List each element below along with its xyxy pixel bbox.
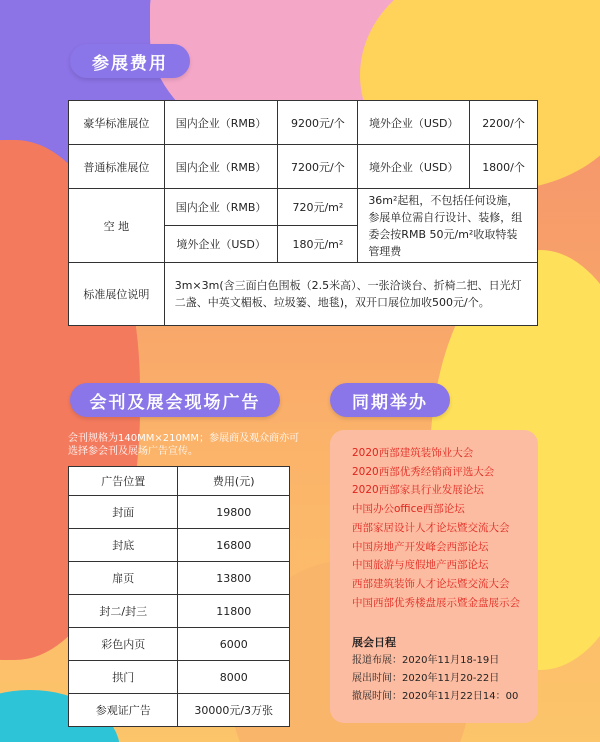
ad-price: 6000 — [178, 628, 290, 661]
list-item: 中国办公office西部论坛 — [352, 503, 465, 516]
price: 7200元/个 — [278, 145, 358, 189]
ad-price: 8000 — [178, 661, 290, 694]
column-header: 广告位置 — [69, 467, 178, 496]
table-row — [69, 145, 538, 189]
table-row — [69, 628, 290, 661]
list-item: 2020西部建筑装饰业大会 — [352, 447, 474, 459]
ad-price: 11800 — [178, 595, 290, 628]
standard-desc: 3m×3m(含三面白色围板（2.5米高）、一张洽谈台、折椅二把、日光灯二盏、中英文楣板、垃圾篓、地毯)，双开口展位加收500元/个。 — [164, 263, 537, 326]
open-space-note: 36m²起租，不包括任何设施，参展单位需自行设计、装修，组委会按RMB 50元/m²收取特装管理费 — [358, 189, 538, 263]
ad-position: 拱门 — [69, 661, 178, 694]
column-header: 费用(元) — [178, 467, 290, 496]
ad-position: 封底 — [69, 529, 178, 562]
list-item: 西部家居设计人才论坛暨交流大会 — [352, 521, 510, 534]
table-row — [69, 562, 290, 595]
standard-desc-label: 标准展位说明 — [69, 263, 165, 326]
schedule-item: 展出时间：2020年11月20-22日 — [352, 673, 500, 685]
currency-label: 国内企业（RMB） — [164, 145, 278, 189]
list-item: 中国旅游与度假地产西部论坛 — [352, 559, 489, 572]
list-item: 2020西部家具行业发展论坛 — [352, 484, 484, 497]
section-title-ads: 会刊及展会现场广告 — [70, 383, 280, 417]
ad-table — [68, 466, 290, 727]
list-item: 中国西部优秀楼盘展示暨金盘展示会 — [352, 596, 520, 609]
section-title-fees: 参展费用 — [70, 44, 190, 78]
concurrent-events-panel — [330, 430, 538, 723]
schedule-item: 撤展时间：2020年11月22日14：00 — [352, 691, 519, 703]
ad-position: 封二/封三 — [69, 595, 178, 628]
table-row — [69, 529, 290, 562]
ad-position: 封面 — [69, 496, 178, 529]
table-row — [69, 661, 290, 694]
table-header-row — [69, 467, 290, 496]
currency-label: 国内企业（RMB） — [164, 189, 278, 226]
ad-position: 参观证广告 — [69, 694, 178, 727]
ad-price: 30000元/3万张 — [178, 694, 290, 727]
schedule-title: 展会日程 — [352, 636, 396, 650]
currency-label: 境外企业（USD） — [358, 145, 470, 189]
price: 1800/个 — [470, 145, 538, 189]
table-row — [69, 189, 538, 226]
price: 9200元/个 — [278, 101, 358, 145]
table-row — [69, 101, 538, 145]
ad-position: 扉页 — [69, 562, 178, 595]
table-row — [69, 694, 290, 727]
table-row — [69, 263, 538, 326]
booth-type: 豪华标准展位 — [69, 101, 165, 145]
price: 720元/m² — [278, 189, 358, 226]
booth-type: 普通标准展位 — [69, 145, 165, 189]
list-item: 中国房地产开发峰会西部论坛 — [352, 540, 489, 553]
price: 180元/m² — [278, 226, 358, 263]
ad-price: 16800 — [178, 529, 290, 562]
ad-price: 13800 — [178, 562, 290, 595]
currency-label: 国内企业（RMB） — [164, 101, 278, 145]
table-row — [69, 595, 290, 628]
ad-position: 彩色内页 — [69, 628, 178, 661]
fee-table — [68, 100, 538, 326]
schedule-item: 报道布展：2020年11月18-19日 — [352, 655, 500, 667]
list-item: 2020西部优秀经销商评选大会 — [352, 465, 495, 478]
currency-label: 境外企业（USD） — [358, 101, 470, 145]
currency-label: 境外企业（USD） — [164, 226, 278, 263]
table-row — [69, 496, 290, 529]
list-item: 西部建筑装饰人才论坛暨交流大会 — [352, 577, 510, 590]
ad-price: 19800 — [178, 496, 290, 529]
price: 2200/个 — [470, 101, 538, 145]
section-title-concurrent: 同期举办 — [330, 383, 450, 417]
ads-note: 会刊规格为140MM×210MM；参展商及观众商亦可选择参会刊及展场广告宣传。 — [68, 433, 300, 457]
booth-type: 空 地 — [69, 189, 165, 263]
